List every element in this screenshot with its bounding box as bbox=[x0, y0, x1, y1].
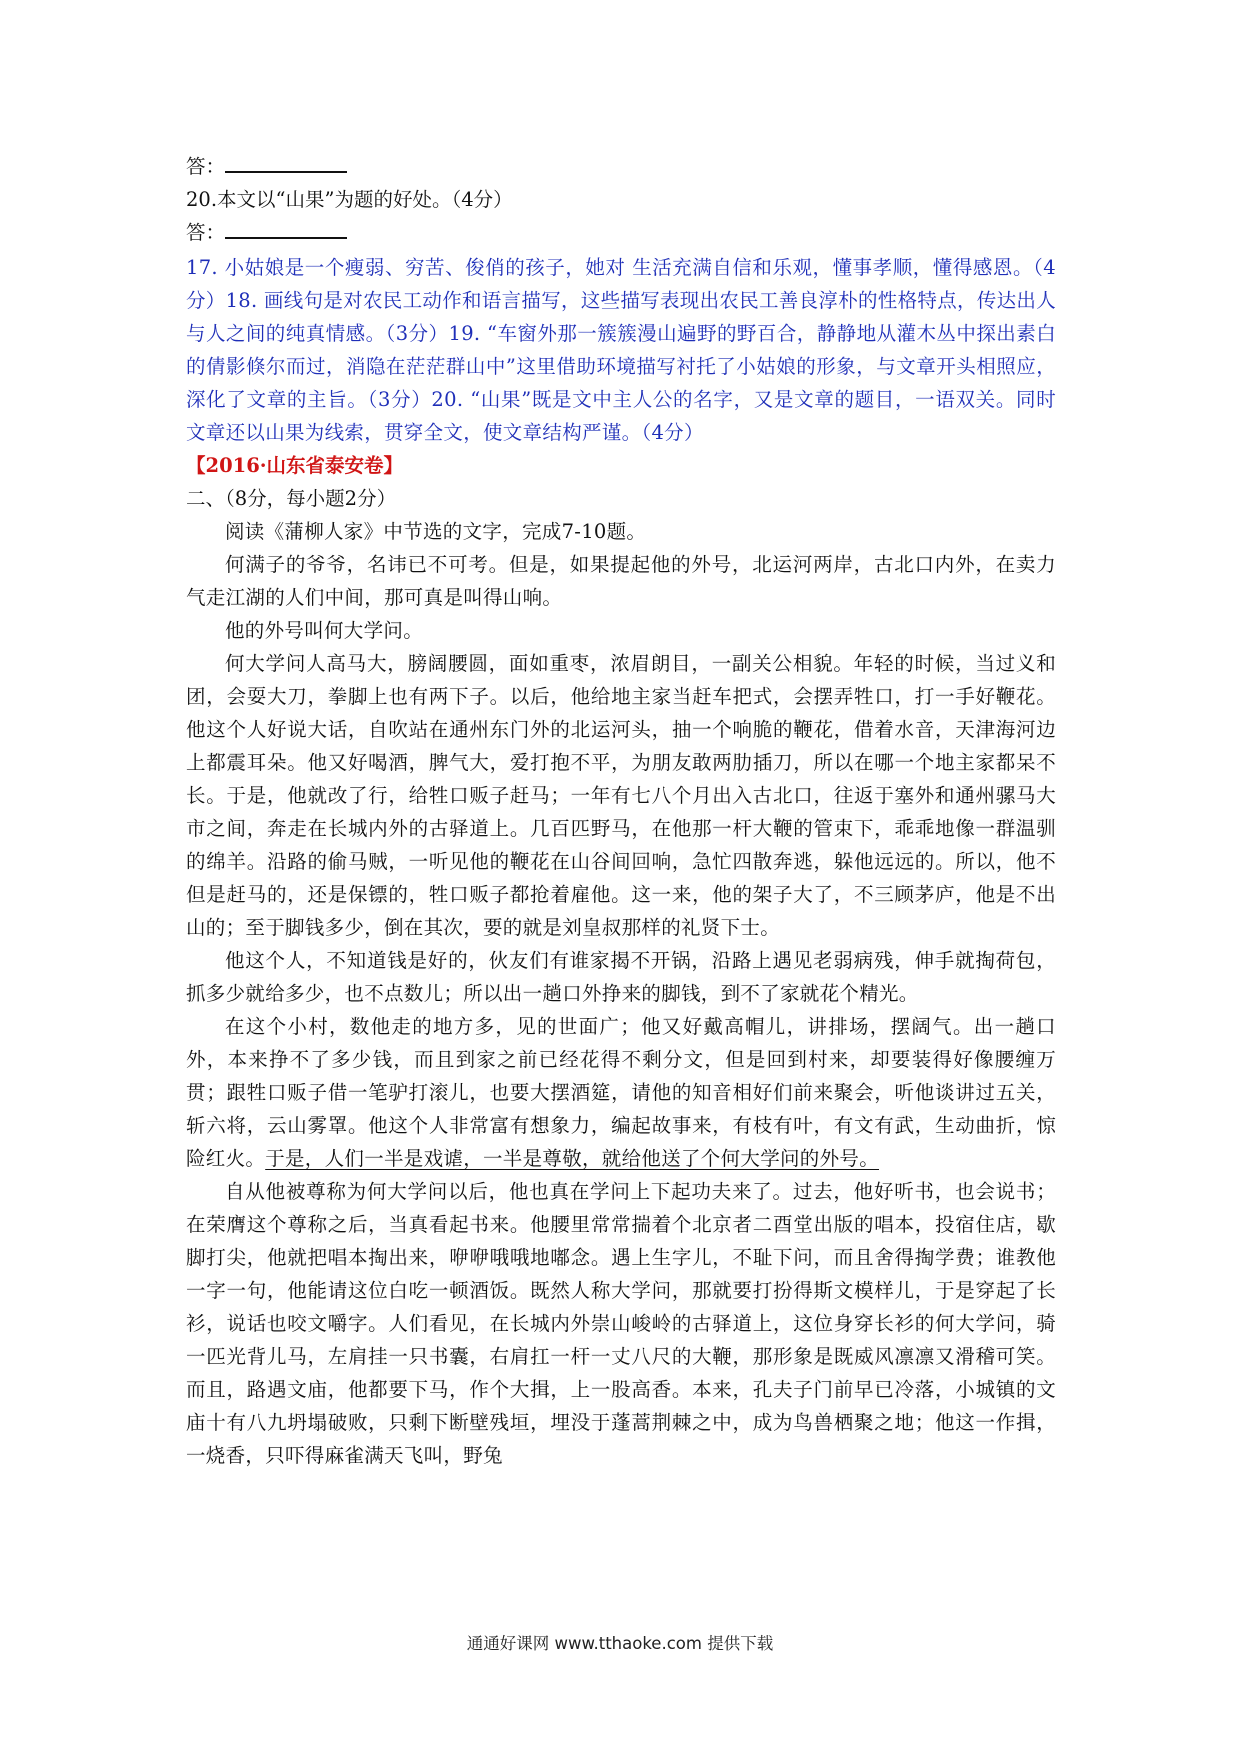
paragraph: 他的外号叫何大学问。 bbox=[225, 619, 424, 642]
answer-line-1 bbox=[186, 150, 1056, 183]
page-footer: 通通好课网 www.tthaoke.com 提供下载 bbox=[466, 1634, 774, 1653]
question-20: 20.本文以“山果”为题的好处。（4分） bbox=[186, 188, 513, 211]
answer-label: 答： bbox=[186, 221, 226, 244]
instruction: 阅读《蒲柳人家》中节选的文字，完成7-10题。 bbox=[225, 520, 647, 543]
section-tag: 【2016·山东省泰安卷】 bbox=[186, 454, 404, 477]
answer-blank bbox=[225, 153, 347, 173]
paragraph: 自从他被尊称为何大学问以后，他也真在学问上下起功夫来了。过去，他好听书，也会说书；在荣膺这个尊称之后，当真看起书来。他腰里常常揣着个北京者二酉堂出版的唱本，投宿住店，歇脚打尖，他就把唱本掏出来，咿咿哦哦地嘟念。遇上生字儿，不耻下问，而且舍得掏学费；谁教他一字一句，他能请这位白吃一顿酒饭。既然人称大学问，那就要打扮得斯文模样儿，于是穿起了长衫，说话也咬文嚼字。人们看见，在长城内外崇山峻岭的古驿道上，这位身穿长衫的何大学问，骑一匹光背儿马，左肩挂一只书囊，右肩扛一杆一丈八尺的大鞭，那形象是既威风凛凛又滑稽可笑。而且，路遇文庙，他都要下马，作个大揖，上一股高香。本来，孔夫子门前早已冷落，小城镇的文庙十有八九坍塌破败，只剩下断壁残垣，埋没于蓬蒿荆棘之中，成为鸟兽栖聚之地；他这一作揖，一烧香，只吓得麻雀满天飞叫，野兔 bbox=[186, 1180, 1056, 1467]
paragraph: 何满子的爷爷，名讳已不可考。但是，如果提起他的外号，北运河两岸，古北口内外，在卖力气走江湖的人们中间，那可真是叫得山响。 bbox=[186, 553, 1056, 609]
paragraph-text: 在这个小村，数他走的地方多，见的世面广；他又好戴高帽儿，讲排场，摆阔气。出一趟口外，本来挣不了多少钱，而且到家之前已经花得不剩分文，但是回到村来，却要装得好像腰缠万贯；跟牲口贩子借一笔驴打滚儿，也要大摆酒筵，请他的知音相好们前来聚会，听他谈讲过五关，斩六将，云山雾罩。他这个人非常富有想象力，编起故事来，有枝有叶，有文有武，生动曲折，惊险红火。 bbox=[186, 1015, 1056, 1170]
paragraph bbox=[186, 1010, 1056, 1175]
paragraph: 他这个人，不知道钱是好的，伙友们有谁家揭不开锅，沿路上遇见老弱病残，伸手就掏荷包，抓多少就给多少，也不点数儿；所以出一趟口外挣来的脚钱，到不了家就花个精光。 bbox=[186, 949, 1056, 1005]
document-page bbox=[186, 150, 1056, 1472]
answer-key: 17. 小姑娘是一个瘦弱、穷苦、俊俏的孩子，她对 生活充满自信和乐观，懂事孝顺，懂得感恩。（4分）18. 画线句是对农民工动作和语言描写，这些描写表现出农民工善良淳朴的性格特点，传达出人与人之间的纯真情感。（3分）19. “车窗外那一簇簇漫山遍野的野百合，静静地从灌木丛中探出素白的倩影倏尔而过，消隐在茫茫群山中”这里借助环境描写衬托了小姑娘的形象，与文章开头相照应，深化了文章的主旨。（3分）20. “山果”既是文中主人公的名字，又是文章的题目，一语双关。同时文章还以山果为线索，贯穿全文，使文章结构严谨。（4分） bbox=[186, 256, 1057, 444]
answer-label: 答： bbox=[186, 155, 226, 178]
answer-line-2 bbox=[186, 216, 1056, 249]
answer-blank bbox=[225, 219, 347, 239]
section-heading: 二、（8分，每小题2分） bbox=[186, 487, 397, 510]
paragraph: 何大学问人高马大，膀阔腰圆，面如重枣，浓眉朗目，一副关公相貌。年轻的时候，当过义和团，会耍大刀，拳脚上也有两下子。以后，他给地主家当赶车把式，会摆弄牲口，打一手好鞭花。他这个人好说大话，自吹站在通州东门外的北运河头，抽一个响脆的鞭花，借着水音，天津海河边上都震耳朵。他又好喝酒，脾气大，爱打抱不平，为朋友敢两肋插刀，所以在哪一个地主家都呆不长。于是，他就改了行，给牲口贩子赶马；一年有七八个月出入古北口，往返于塞外和通州骡马大市之间，奔走在长城内外的古驿道上。几百匹野马，在他那一杆大鞭的管束下，乖乖地像一群温驯的绵羊。沿路的偷马贼，一听见他的鞭花在山谷间回响，急忙四散奔逃，躲他远远的。所以，他不但是赶马的，还是保镖的，牲口贩子都抢着雇他。这一来，他的架子大了，不三顾茅庐，他是不出山的；至于脚钱多少，倒在其次，要的就是刘皇叔那样的礼贤下士。 bbox=[186, 652, 1056, 939]
underlined-sentence: 于是，人们一半是戏谑，一半是尊敬，就给他送了个何大学问的外号。 bbox=[265, 1147, 880, 1170]
